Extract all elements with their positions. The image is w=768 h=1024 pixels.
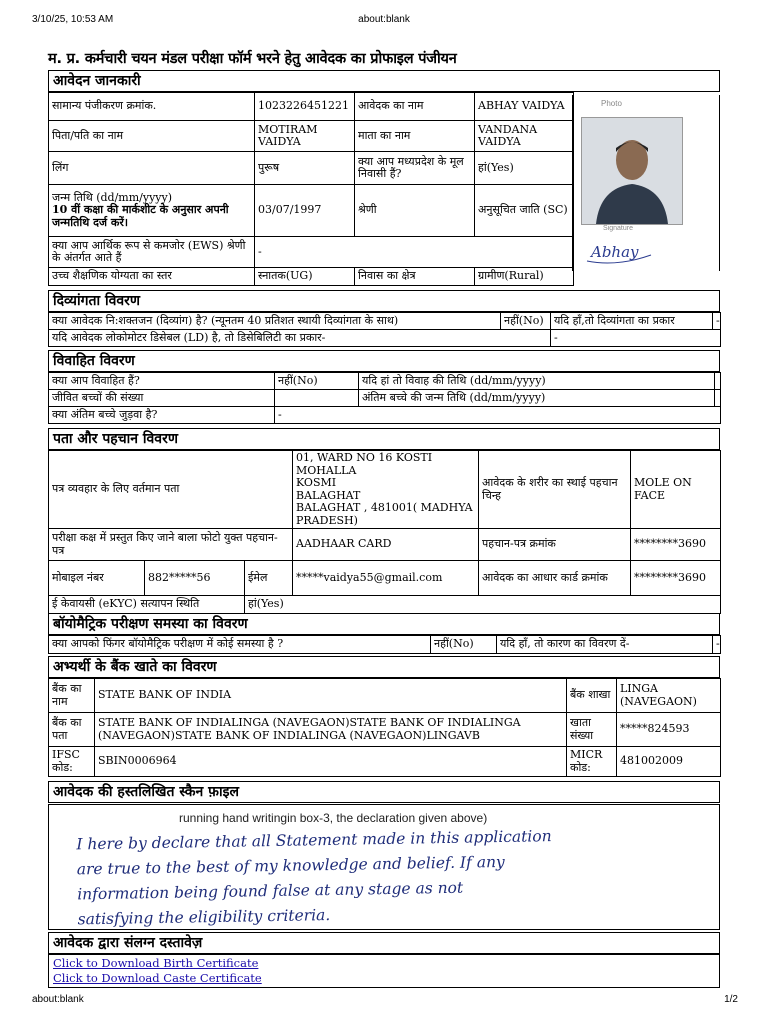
- signature-image: [577, 233, 657, 267]
- disability-a2: -: [713, 313, 721, 330]
- name-value: ABHAY VAIDYA: [475, 93, 574, 121]
- gender-label: लिंग: [49, 152, 255, 185]
- download-caste-certificate-link[interactable]: Click to Download Caste Certificate: [53, 971, 262, 985]
- reg-no-value: 1023226451221: [255, 93, 355, 121]
- disability-q3: यदि आवेदक लोकोमोटर डिसेबल (LD) है, तो डिसेबिलिटी का प्रकार-: [49, 330, 551, 347]
- address-table: [48, 450, 721, 614]
- addr-line2: KOSMI: [296, 476, 337, 489]
- mother-value: VANDANA VAIDYA: [475, 121, 574, 152]
- handwriting-line2: are true to the best of my knowledge and belief. If any: [76, 852, 505, 879]
- dob-label: जन्म तिथि (dd/mm/yyyy): [52, 190, 173, 204]
- print-footer: [0, 994, 768, 1014]
- attachments-list: [48, 954, 720, 988]
- section-address-header: पता और पहचान विवरण: [48, 428, 720, 450]
- ifsc-value: SBIN0006964: [95, 747, 567, 777]
- print-page-number: 1/2: [724, 994, 738, 1005]
- mark-label: आवेदक के शरीर का स्थाई पहचान चिन्ह: [479, 451, 631, 529]
- marital-a4: [715, 390, 721, 407]
- ifsc-label: IFSC कोड:: [49, 747, 95, 777]
- marital-q3: जीवित बच्चों की संख्या: [49, 390, 275, 407]
- marital-q1: क्या आप विवाहित हैं?: [49, 373, 275, 390]
- mp-native-value: हां(Yes): [475, 152, 574, 185]
- addr-line3: BALAGHAT: [296, 488, 361, 502]
- addr-label: पत्र व्यवहार के लिए वर्तमान पता: [49, 451, 293, 529]
- reg-no-label: सामान्य पंजीकरण क्रमांक.: [49, 93, 255, 121]
- area-value: ग्रामीण(Rural): [475, 268, 574, 286]
- email-value: *****vaidya55@gmail.com: [293, 561, 479, 596]
- micr-label: MICR कोड:: [567, 747, 617, 777]
- dob-label-cell: [49, 185, 255, 237]
- section-marital-header: विवाहित विवरण: [48, 350, 720, 372]
- bank-addr-label: बैंक का पता: [49, 713, 95, 747]
- name-label: आवेदक का नाम: [355, 93, 475, 121]
- application-table: [48, 92, 574, 286]
- ews-value: -: [255, 237, 574, 268]
- photo-top-label: Photo: [601, 99, 622, 108]
- photo-signature-box: [572, 95, 720, 271]
- applicant-photo: [581, 117, 683, 225]
- marital-table: [48, 372, 721, 424]
- biometric-q1: क्या आपको फिंगर बॉयोमैट्रिक परीक्षण में कोई समस्या है ?: [49, 636, 431, 654]
- page-title: म. प्र. कर्मचारी चयन मंडल परीक्षा फॉर्म भरने हेतु आवेदक का प्रोफाइल पंजीयन: [48, 51, 457, 67]
- biometric-a1: नहीं(No): [431, 636, 497, 654]
- disability-table: [48, 312, 721, 347]
- micr-value: 481002009: [617, 747, 721, 777]
- signature-text: Abhay: [591, 243, 639, 261]
- disability-a1: नहीं(No): [501, 313, 551, 330]
- print-footer-url: about:blank: [32, 994, 84, 1005]
- section-application-header: आवेदन जानकारी: [48, 70, 720, 92]
- id-no-label: पहचान-पत्र क्रमांक: [479, 529, 631, 561]
- bank-acc-label: खाता संख्या: [567, 713, 617, 747]
- bank-name-value: STATE BANK OF INDIA: [95, 679, 567, 713]
- bank-acc-value: *****824593: [617, 713, 721, 747]
- handwriting-line4: satisfying the eligibility criteria.: [77, 905, 331, 929]
- marital-a3: [275, 390, 359, 407]
- bank-name-label: बैंक का नाम: [49, 679, 95, 713]
- signature-icon: [577, 233, 657, 267]
- bank-addr-value: STATE BANK OF INDIALINGA (NAVEGAON)STATE BANK OF INDIALINGA (NAVEGAON)STATE BANK OF INDIALINGA (NAVEGAON)LINGAVB: [95, 713, 567, 747]
- category-value: अनुसूचित जाति (SC): [475, 185, 574, 237]
- aadhaar-value: ********3690: [631, 561, 721, 596]
- aadhaar-label: आवेदक का आधार कार्ड क्रमांक: [479, 561, 631, 596]
- section-bank-header: अभ्यर्थी के बैंक खाते का विवरण: [48, 656, 720, 678]
- edu-label: उच्च शैक्षणिक योग्यता का स्तर: [49, 268, 255, 286]
- download-birth-certificate-link[interactable]: Click to Download Birth Certificate: [53, 956, 259, 970]
- disability-q2: यदि हाँ,तो दिव्यांगता का प्रकार: [551, 313, 713, 330]
- id-no-value: ********3690: [631, 529, 721, 561]
- marital-a5: -: [275, 407, 721, 424]
- dob-value: 03/07/1997: [255, 185, 355, 237]
- addr-value: [293, 451, 479, 529]
- addr-line1: 01, WARD NO 16 KOSTI MOHALLA: [296, 451, 433, 477]
- id-label: परीक्षा कक्ष में प्रस्तुत किए जाने बाला फोटो युक्त पहचान-पत्र: [49, 529, 293, 561]
- ews-label: क्या आप आर्थिक रूप से कमजोर (EWS) श्रेणी के अंतर्गत आते हैं: [49, 237, 255, 268]
- print-url: about:blank: [358, 14, 410, 25]
- father-label: पिता/पति का नाम: [49, 121, 255, 152]
- dob-note: 10 वीं कक्षा की मार्कशीट के अनुसार अपनी जन्मतिथि दर्ज करें।: [52, 203, 229, 229]
- handwriting-caption: running hand writingin box-3, the declaration given above): [179, 811, 488, 825]
- print-datetime: 3/10/25, 10:53 AM: [32, 14, 114, 25]
- mp-native-label: क्या आप मध्यप्रदेश के मूल निवासी हैं?: [355, 152, 475, 185]
- marital-a2: [715, 373, 721, 390]
- ekyc-label: ई केवायसी (eKYC) सत्यापन स्थिति: [49, 596, 245, 614]
- bank-branch-value: LINGA (NAVEGAON): [617, 679, 721, 713]
- person-silhouette-icon: [582, 118, 682, 224]
- area-label: निवास का क्षेत्र: [355, 268, 475, 286]
- mark-value: MOLE ON FACE: [631, 451, 721, 529]
- marital-q2: यदि हां तो विवाह की तिथि (dd/mm/yyyy): [359, 373, 715, 390]
- handwriting-text: [76, 822, 698, 930]
- father-value: MOTIRAM VAIDYA: [255, 121, 355, 152]
- handwriting-line3: information being found false at any stage as not: [77, 878, 464, 904]
- signature-label: Signature: [603, 225, 633, 232]
- disability-a3: -: [551, 330, 721, 347]
- marital-q4: अंतिम बच्चे की जन्म तिथि (dd/mm/yyyy): [359, 390, 715, 407]
- marital-q5: क्या अंतिम बच्चे जुड़वा है?: [49, 407, 275, 424]
- category-label: श्रेणी: [355, 185, 475, 237]
- edu-value: स्नातक(UG): [255, 268, 355, 286]
- section-handwriting-header: आवेदक की हस्तलिखित स्कैन फ़ाइल: [48, 781, 720, 803]
- section-disability-header: दिव्यांगता विवरण: [48, 290, 720, 312]
- bank-table: [48, 678, 721, 777]
- biometric-q2: यदि हाँ, तो कारण का विवरण दें-: [497, 636, 713, 654]
- section-biometric-header: बॉयोमैट्रिक परीक्षण समस्या का विवरण: [48, 613, 720, 635]
- handwriting-scan: [48, 804, 720, 930]
- bank-branch-label: बैंक शाखा: [567, 679, 617, 713]
- biometric-table: [48, 635, 721, 654]
- gender-value: पुरूष: [255, 152, 355, 185]
- id-type-value: AADHAAR CARD: [293, 529, 479, 561]
- mobile-label: मोबाइल नंबर: [49, 561, 145, 596]
- mobile-value: 882*****56: [145, 561, 245, 596]
- handwriting-line1: I here by declare that all Statement made in this application: [76, 827, 552, 854]
- biometric-a2: -: [713, 636, 721, 654]
- section-attachments-header: आवेदक द्वारा संलग्न दस्तावेज़: [48, 932, 720, 954]
- ekyc-value: हां(Yes): [245, 596, 721, 614]
- marital-a1: नहीं(No): [275, 373, 359, 390]
- addr-line4: BALAGHAT , 481001( MADHYA PRADESH): [296, 501, 473, 527]
- print-header: [0, 14, 768, 34]
- disability-q1: क्या आवेदक नि:शक्तजन (दिव्यांग) है? (न्यूनतम 40 प्रतिशत स्थायी दिव्यांगता के साथ): [49, 313, 501, 330]
- mother-label: माता का नाम: [355, 121, 475, 152]
- email-label: ईमेल: [245, 561, 293, 596]
